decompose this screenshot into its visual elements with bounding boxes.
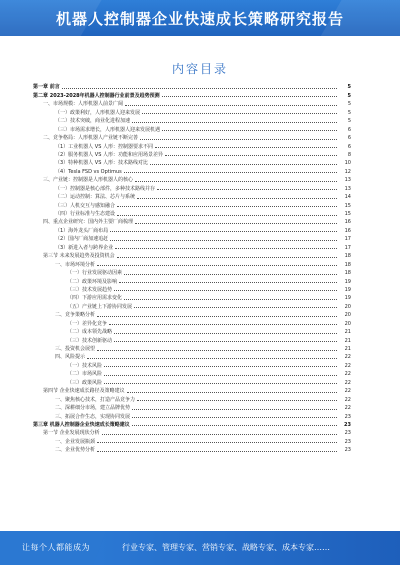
toc-page-number: 23: [344, 430, 351, 437]
toc-entry-title: （五）产业链上下游协同发展: [67, 303, 133, 310]
toc-entry[interactable]: [33, 318, 351, 326]
toc-entry-title: 一、企业发展瓶颈: [55, 438, 96, 445]
toc-leader-dots: [110, 240, 337, 241]
toc-entry-title: （二）技术突破，商业化进程加速: [55, 118, 131, 125]
toc-entry-title: 二、竞争格局：人形机器人产业链不断完善: [43, 135, 139, 142]
toc-entry-title: （3）新进入者与跨界企业: [55, 244, 114, 251]
toc-entry-title: （三）技术发展趋势: [67, 286, 113, 293]
toc-entry-title: （四）行业标准与生态建设: [55, 211, 116, 217]
toc-page-number: 17: [344, 244, 351, 251]
toc-entry[interactable]: [33, 124, 351, 132]
toc-entry[interactable]: [33, 386, 351, 394]
toc-leader-dots: [87, 358, 337, 359]
toc-entry-title: 一、市场环境分析: [55, 261, 96, 268]
toc-entry[interactable]: [33, 175, 351, 183]
toc-heading: 内容目录: [171, 62, 228, 76]
toc-entry[interactable]: [33, 150, 351, 158]
toc-entry-title: （二）成本领先战略: [67, 329, 113, 336]
toc-entry[interactable]: [33, 183, 351, 191]
toc-page-number: 18: [344, 261, 351, 268]
toc-leader-dots: [142, 113, 337, 114]
toc-page-number: 23: [344, 421, 351, 428]
toc-entry-title: 一、聚焦核心技术，打造产品竞争力: [55, 396, 136, 403]
toc-entry[interactable]: [33, 360, 351, 368]
toc-page-number: 5: [347, 92, 351, 99]
toc-entry-title: 四、风险提示: [55, 354, 86, 361]
toc-page-number: 14: [344, 194, 351, 201]
toc-entry-title: （二）运动控制：算法、芯片与系统: [55, 194, 136, 201]
toc-entry[interactable]: [33, 285, 351, 293]
toc-page-number: 21: [344, 346, 351, 352]
toc-entry[interactable]: [33, 133, 351, 141]
toc-page-number: 19: [344, 295, 351, 302]
toc-entry[interactable]: [33, 82, 351, 90]
toc-entry-title: （三）技术创新驱动: [67, 337, 113, 344]
toc-page-number: 22: [344, 388, 351, 395]
toc-page-number: 5: [347, 118, 351, 125]
toc-entry-title: 二、企业优势分析: [55, 447, 96, 454]
toc-page-number: 22: [344, 379, 351, 386]
toc-page-number: 18: [344, 270, 351, 277]
toc-leader-dots: [97, 316, 337, 317]
toc-page-number: 23: [344, 413, 351, 420]
toc-entry[interactable]: [33, 377, 351, 385]
toc-leader-dots: [150, 164, 337, 165]
toc-page-number: 20: [344, 312, 351, 319]
toc-page-number: 16: [344, 227, 351, 234]
footer-slogan: 让每个人都能成为: [22, 543, 90, 552]
toc-leader-dots: [135, 181, 337, 182]
toc-leader-dots: [132, 417, 337, 418]
toc-entry-title: 四、重点企业研究：国内外主要厂商梳理: [43, 219, 134, 226]
toc-leader-dots: [124, 299, 337, 300]
toc-entry[interactable]: [33, 369, 351, 377]
toc-entry-title: 第一节 企业发展现状分析: [43, 430, 100, 437]
toc-entry-title: 第三章 机器人控制器企业快速成长策略建议: [33, 421, 130, 428]
toc-leader-dots: [137, 400, 337, 401]
toc-page-number: 20: [344, 303, 351, 310]
toc-entry-title: 第二章 2023-2028年机器人控制器行业前景及趋势预测: [33, 92, 160, 99]
toc-entry[interactable]: [33, 327, 351, 335]
toc-leader-dots: [117, 257, 337, 258]
toc-page-number: 20: [344, 320, 351, 327]
header-banner: [0, 0, 400, 36]
toc-entry[interactable]: [33, 259, 351, 267]
toc-page-number: 18: [344, 253, 351, 260]
toc-entry[interactable]: [33, 141, 351, 149]
toc-leader-dots: [165, 155, 337, 156]
toc-entry-title: （3）特种机器人 VS 人形：技术路线对比: [55, 160, 148, 167]
toc-leader-dots: [134, 307, 337, 308]
toc-entry-title: 三、产业链：控制器是人形机器人的核心: [43, 177, 134, 184]
toc-leader-dots: [137, 198, 337, 199]
toc-entry[interactable]: [33, 335, 351, 343]
toc-entry-title: （一）控制器是核心部件，多种技术路线并存: [55, 185, 156, 192]
toc-entry-title: （一）差异化竞争: [67, 320, 108, 327]
toc-leader-dots: [162, 96, 337, 97]
toc-leader-dots: [117, 206, 337, 207]
toc-leader-dots: [124, 172, 337, 173]
toc-leader-dots: [114, 290, 337, 291]
toc-page-number: 23: [344, 447, 351, 454]
toc-leader-dots: [117, 215, 337, 216]
toc-entry-title: 第一章 前言: [33, 84, 60, 91]
toc-entry[interactable]: [33, 428, 351, 436]
toc-page-number: 8: [347, 151, 351, 158]
toc-page-number: 19: [344, 286, 351, 293]
toc-leader-dots: [114, 333, 337, 334]
toc-leader-dots: [157, 189, 337, 190]
toc-entry[interactable]: [33, 276, 351, 284]
toc-leader-dots: [132, 425, 337, 426]
toc-entry[interactable]: [33, 251, 351, 259]
toc-entry[interactable]: [33, 234, 351, 242]
toc-entry[interactable]: [33, 293, 351, 301]
toc-entry-title: 三、拓展合作生态，实现协同发展: [55, 413, 131, 420]
toc-page-number: 21: [344, 337, 351, 344]
toc-leader-dots: [119, 282, 337, 283]
toc-page-number: 10: [344, 160, 351, 167]
toc-entry-title: （一）技术风险: [67, 362, 103, 369]
toc-leader-dots: [110, 231, 337, 232]
table-of-contents: [33, 82, 351, 453]
toc-page-number: 15: [344, 211, 351, 217]
toc-entry[interactable]: [33, 403, 351, 411]
toc-entry-title: （1）海外龙头厂商布局: [55, 227, 109, 234]
toc-entry[interactable]: [33, 344, 351, 352]
toc-page-number: 22: [344, 354, 351, 361]
toc-entry[interactable]: [33, 192, 351, 200]
toc-entry-title: 二、深耕细分市场，建立品牌优势: [55, 405, 131, 412]
toc-page-number: 16: [344, 219, 351, 226]
toc-leader-dots: [104, 375, 337, 376]
toc-leader-dots: [162, 130, 337, 131]
toc-leader-dots: [124, 274, 337, 275]
toc-page-number: 17: [344, 236, 351, 243]
toc-leader-dots: [155, 147, 337, 148]
toc-entry-title: 第四节 企业快速成长路径及策略建议: [43, 388, 125, 395]
toc-page-number: 6: [347, 143, 351, 150]
report-title: 机器人控制器企业快速成长策略研究报告: [55, 10, 344, 28]
toc-page-number: 22: [344, 371, 351, 378]
toc-leader-dots: [115, 248, 337, 249]
toc-entry[interactable]: [33, 394, 351, 402]
toc-leader-dots: [97, 265, 337, 266]
toc-entry[interactable]: [33, 209, 351, 217]
toc-leader-dots: [135, 223, 337, 224]
toc-entry-title: （三）人机交互与感知融合: [55, 202, 116, 209]
toc-leader-dots: [97, 451, 337, 452]
toc-leader-dots: [127, 392, 337, 393]
toc-page-number: 23: [344, 438, 351, 445]
toc-entry-title: （三）政策风险: [67, 379, 103, 386]
toc-entry[interactable]: [33, 310, 351, 318]
toc-entry-title: 一、市场规模：人形机器人前景广阔: [43, 101, 124, 108]
toc-entry-title: （2）国内厂商加速追赶: [55, 236, 109, 243]
toc-leader-dots: [140, 139, 337, 140]
toc-page-number: 15: [344, 202, 351, 209]
toc-entry-title: 三、投资机会展望: [55, 346, 96, 352]
toc-entry[interactable]: [33, 200, 351, 208]
toc-entry[interactable]: [33, 352, 351, 360]
toc-page-number: 19: [344, 278, 351, 285]
toc-page-number: 6: [347, 135, 351, 142]
footer-services: 行业专家、管理专家、营销专家、战略专家、成本专家……: [122, 543, 330, 552]
toc-page-number: 13: [344, 185, 351, 192]
toc-entry[interactable]: [33, 301, 351, 309]
toc-entry[interactable]: [33, 90, 351, 98]
toc-entry[interactable]: [33, 242, 351, 250]
toc-leader-dots: [125, 105, 337, 106]
toc-entry-title: （1）工业机器人 VS 人形：控制器要求不同: [55, 143, 153, 150]
toc-entry[interactable]: [33, 436, 351, 444]
toc-leader-dots: [132, 122, 337, 123]
toc-entry[interactable]: [33, 268, 351, 276]
toc-leader-dots: [104, 366, 337, 367]
toc-leader-dots: [132, 409, 337, 410]
toc-entry[interactable]: [33, 217, 351, 225]
toc-leader-dots: [102, 434, 337, 435]
toc-leader-dots: [97, 350, 337, 351]
toc-page-number: 6: [347, 126, 351, 133]
toc-page-number: 21: [344, 329, 351, 336]
toc-page-number: 22: [344, 396, 351, 403]
toc-entry-title: （4）Tesla FSD vs Optimus: [55, 168, 122, 175]
toc-page-number: 5: [347, 109, 351, 116]
toc-entry[interactable]: [33, 107, 351, 115]
toc-entry[interactable]: [33, 411, 351, 419]
toc-leader-dots: [109, 324, 337, 325]
toc-page-number: 22: [344, 405, 351, 412]
toc-page-number: 12: [344, 168, 351, 175]
toc-entry[interactable]: [33, 116, 351, 124]
toc-entry-title: 二、竞争策略分析: [55, 312, 96, 319]
toc-page-number: 13: [344, 177, 351, 184]
toc-page-number: 5: [347, 84, 351, 91]
toc-entry-title: （二）市场风险: [67, 371, 103, 378]
toc-leader-dots: [62, 88, 337, 89]
toc-entry-title: 第三节 未来发展趋势及投资机会: [43, 253, 115, 260]
footer-banner: [0, 531, 400, 565]
toc-entry-title: （三）市场需求增长，人形机器人迎来发展机遇: [55, 126, 161, 133]
toc-entry[interactable]: [33, 158, 351, 166]
toc-entry[interactable]: [33, 225, 351, 233]
toc-entry-title: （一）政策利好，人形机器人迎来发展: [55, 109, 141, 116]
toc-page-number: 22: [344, 362, 351, 369]
toc-page-number: 5: [347, 101, 351, 108]
toc-leader-dots: [97, 442, 337, 443]
toc-entry-title: （四）下游应用需求变化: [67, 295, 123, 302]
toc-entry-title: （2）服务机器人 VS 人形：功能和应用场景差异: [55, 151, 163, 158]
toc-entry-title: （一）行业发展驱动因素: [67, 270, 123, 277]
toc-entry[interactable]: [33, 445, 351, 453]
toc-leader-dots: [114, 341, 337, 342]
toc-entry-title: （二）政策环境及影响: [67, 278, 118, 285]
toc-entry[interactable]: [33, 99, 351, 107]
toc-leader-dots: [104, 383, 337, 384]
toc-entry[interactable]: [33, 420, 351, 428]
toc-entry[interactable]: [33, 166, 351, 174]
